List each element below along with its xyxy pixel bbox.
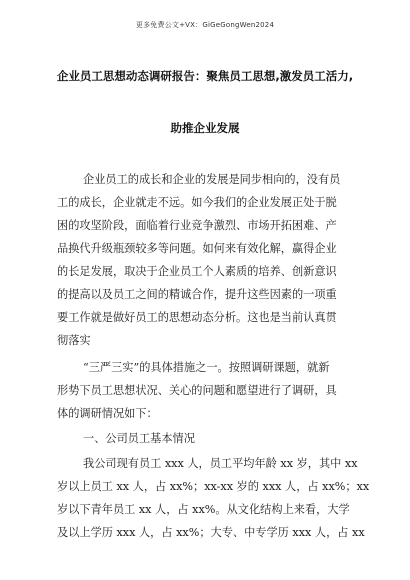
document-title-line-2: 助推企业发展 [170, 121, 240, 135]
body-line: 困的攻坚阶段，面临着行业竞争激烈、市场开拓困难、产 [57, 219, 337, 232]
document-title-line-1: 企业员工思想动态调研报告：聚焦员工思想,激发员工活力, [56, 69, 354, 83]
body-line: 企业员工的成长和企业的发展是同步相向的，没有员 [83, 173, 341, 186]
body-line: 品换代升级瓶颈较多等问题。如何来有效化解，赢得企业 [57, 242, 337, 255]
body-line: 及以上学历 xxx 人，占 xx%；大专、中专学历 xxx 人，占 xx [57, 526, 365, 539]
body-line: 我公司现有员工 xxx 人，员工平均年龄 xx 岁，其中 xx [83, 457, 358, 470]
section-heading: 一、公司员工基本情况 [83, 432, 195, 445]
body-line: 岁以上员工 xx 人，占 xx%；xx-xx 岁的 xxx 人，占 xx%；xx [57, 480, 370, 493]
body-line: 形势下员工思想状况、关心的问题和愿望进行了调研，具 [57, 384, 337, 397]
body-line: 的提高以及员工之间的精诚合作，提升这些因素的一项重 [57, 288, 337, 301]
body-line: “三严三实”的具体措施之一。按照调研课题，就新 [83, 361, 330, 374]
body-line: 彻落实 [57, 334, 91, 347]
body-line: 工的成长，企业就走不远。如今我们的企业发展正处于脱 [57, 196, 337, 209]
header-note: 更多免费公文+VX：GiGeGongWen2024 [135, 21, 275, 29]
body-line: 要工作就是做好员工的思想动态分析。这也是当前认真贯 [57, 311, 337, 324]
body-line: 岁以下青年员工 xx 人，占 xx%。从文化结构上来看，大学 [57, 503, 350, 516]
body-line: 的长足发展，取决于企业员工个人素质的培养、创新意识 [57, 265, 337, 278]
body-line: 体的调研情况如下： [57, 407, 158, 420]
